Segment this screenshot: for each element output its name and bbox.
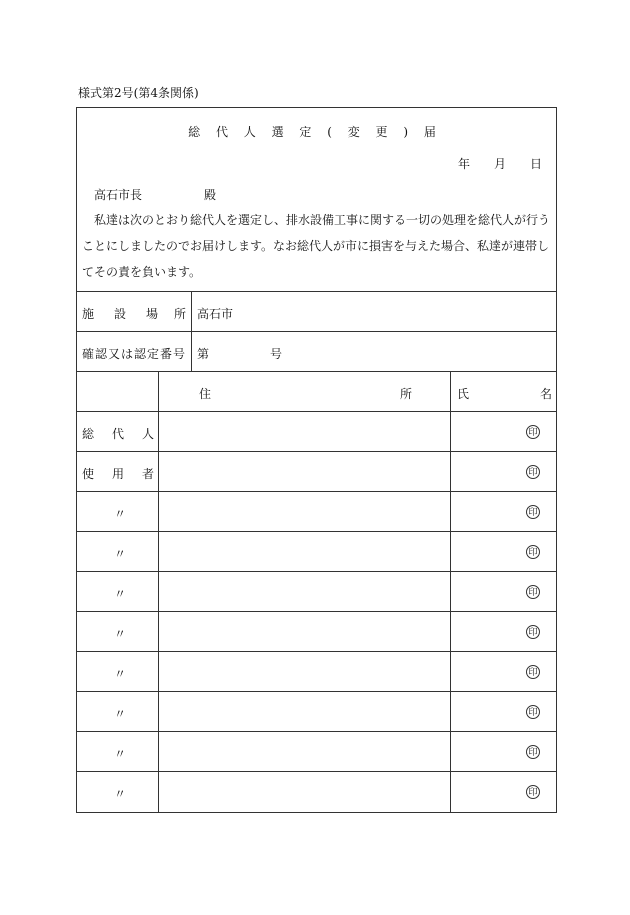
facility-value[interactable]: 高石市 — [197, 307, 234, 321]
column-divider — [450, 371, 451, 812]
header-address-1: 住 — [199, 387, 212, 401]
seal-icon: 印 — [526, 705, 540, 719]
row-divider — [76, 371, 557, 372]
row-label-ditto: 〃 — [114, 547, 127, 561]
address-field[interactable] — [160, 652, 449, 690]
row-label-ditto: 〃 — [114, 747, 127, 761]
address-field[interactable] — [160, 532, 449, 570]
address-field[interactable] — [160, 492, 449, 530]
row-label-ditto: 〃 — [114, 587, 127, 601]
seal-icon: 印 — [526, 745, 540, 759]
addressee-name: 高石市長 — [94, 188, 143, 202]
address-field[interactable] — [160, 612, 449, 650]
seal-icon: 印 — [526, 585, 540, 599]
address-field[interactable] — [160, 692, 449, 730]
column-divider — [158, 371, 159, 812]
seal-icon: 印 — [526, 545, 540, 559]
address-field[interactable] — [160, 452, 449, 490]
row-divider — [76, 291, 557, 292]
address-field[interactable] — [160, 572, 449, 610]
header-address-2: 所 — [400, 387, 413, 401]
form-number: 様式第2号(第4条関係) — [78, 86, 199, 100]
confirmation-suffix: 号 — [270, 347, 283, 361]
confirmation-label: 確認又は認定番号 — [82, 347, 187, 361]
seal-icon: 印 — [526, 665, 540, 679]
address-field[interactable] — [160, 732, 449, 770]
row-label-ditto: 〃 — [114, 787, 127, 801]
row-label-ditto: 〃 — [114, 627, 127, 641]
confirmation-prefix: 第 — [197, 347, 210, 361]
date-day[interactable]: 日 — [530, 157, 543, 171]
row-divider — [76, 331, 557, 332]
row-label-ditto: 〃 — [114, 667, 127, 681]
address-field[interactable] — [160, 772, 449, 810]
column-divider — [191, 291, 192, 371]
address-field[interactable] — [160, 412, 449, 450]
seal-icon: 印 — [526, 625, 540, 639]
addressee — [94, 186, 217, 203]
date-month[interactable]: 月 — [494, 157, 507, 171]
addressee-honorific: 殿 — [204, 188, 217, 202]
seal-icon: 印 — [526, 465, 540, 479]
document-title: 総 代 人 選 定 ( 変 更 ) 届 — [188, 125, 442, 139]
row-label-ditto: 〃 — [114, 507, 127, 521]
row-label-ditto: 〃 — [114, 707, 127, 721]
seal-icon: 印 — [526, 425, 540, 439]
seal-icon: 印 — [526, 505, 540, 519]
header-name-2: 名 — [540, 387, 553, 401]
date-year[interactable]: 年 — [458, 157, 471, 171]
declaration-text: 私達は次のとおり総代人を選定し、排水設備工事に関する一切の処理を総代人が行うことにしましたのでお届けします。なお総代人が市に損害を与えた場合、私達が連帯してその責を負います。 — [82, 213, 551, 279]
seal-icon: 印 — [526, 785, 540, 799]
header-name-1: 氏 — [457, 387, 470, 401]
